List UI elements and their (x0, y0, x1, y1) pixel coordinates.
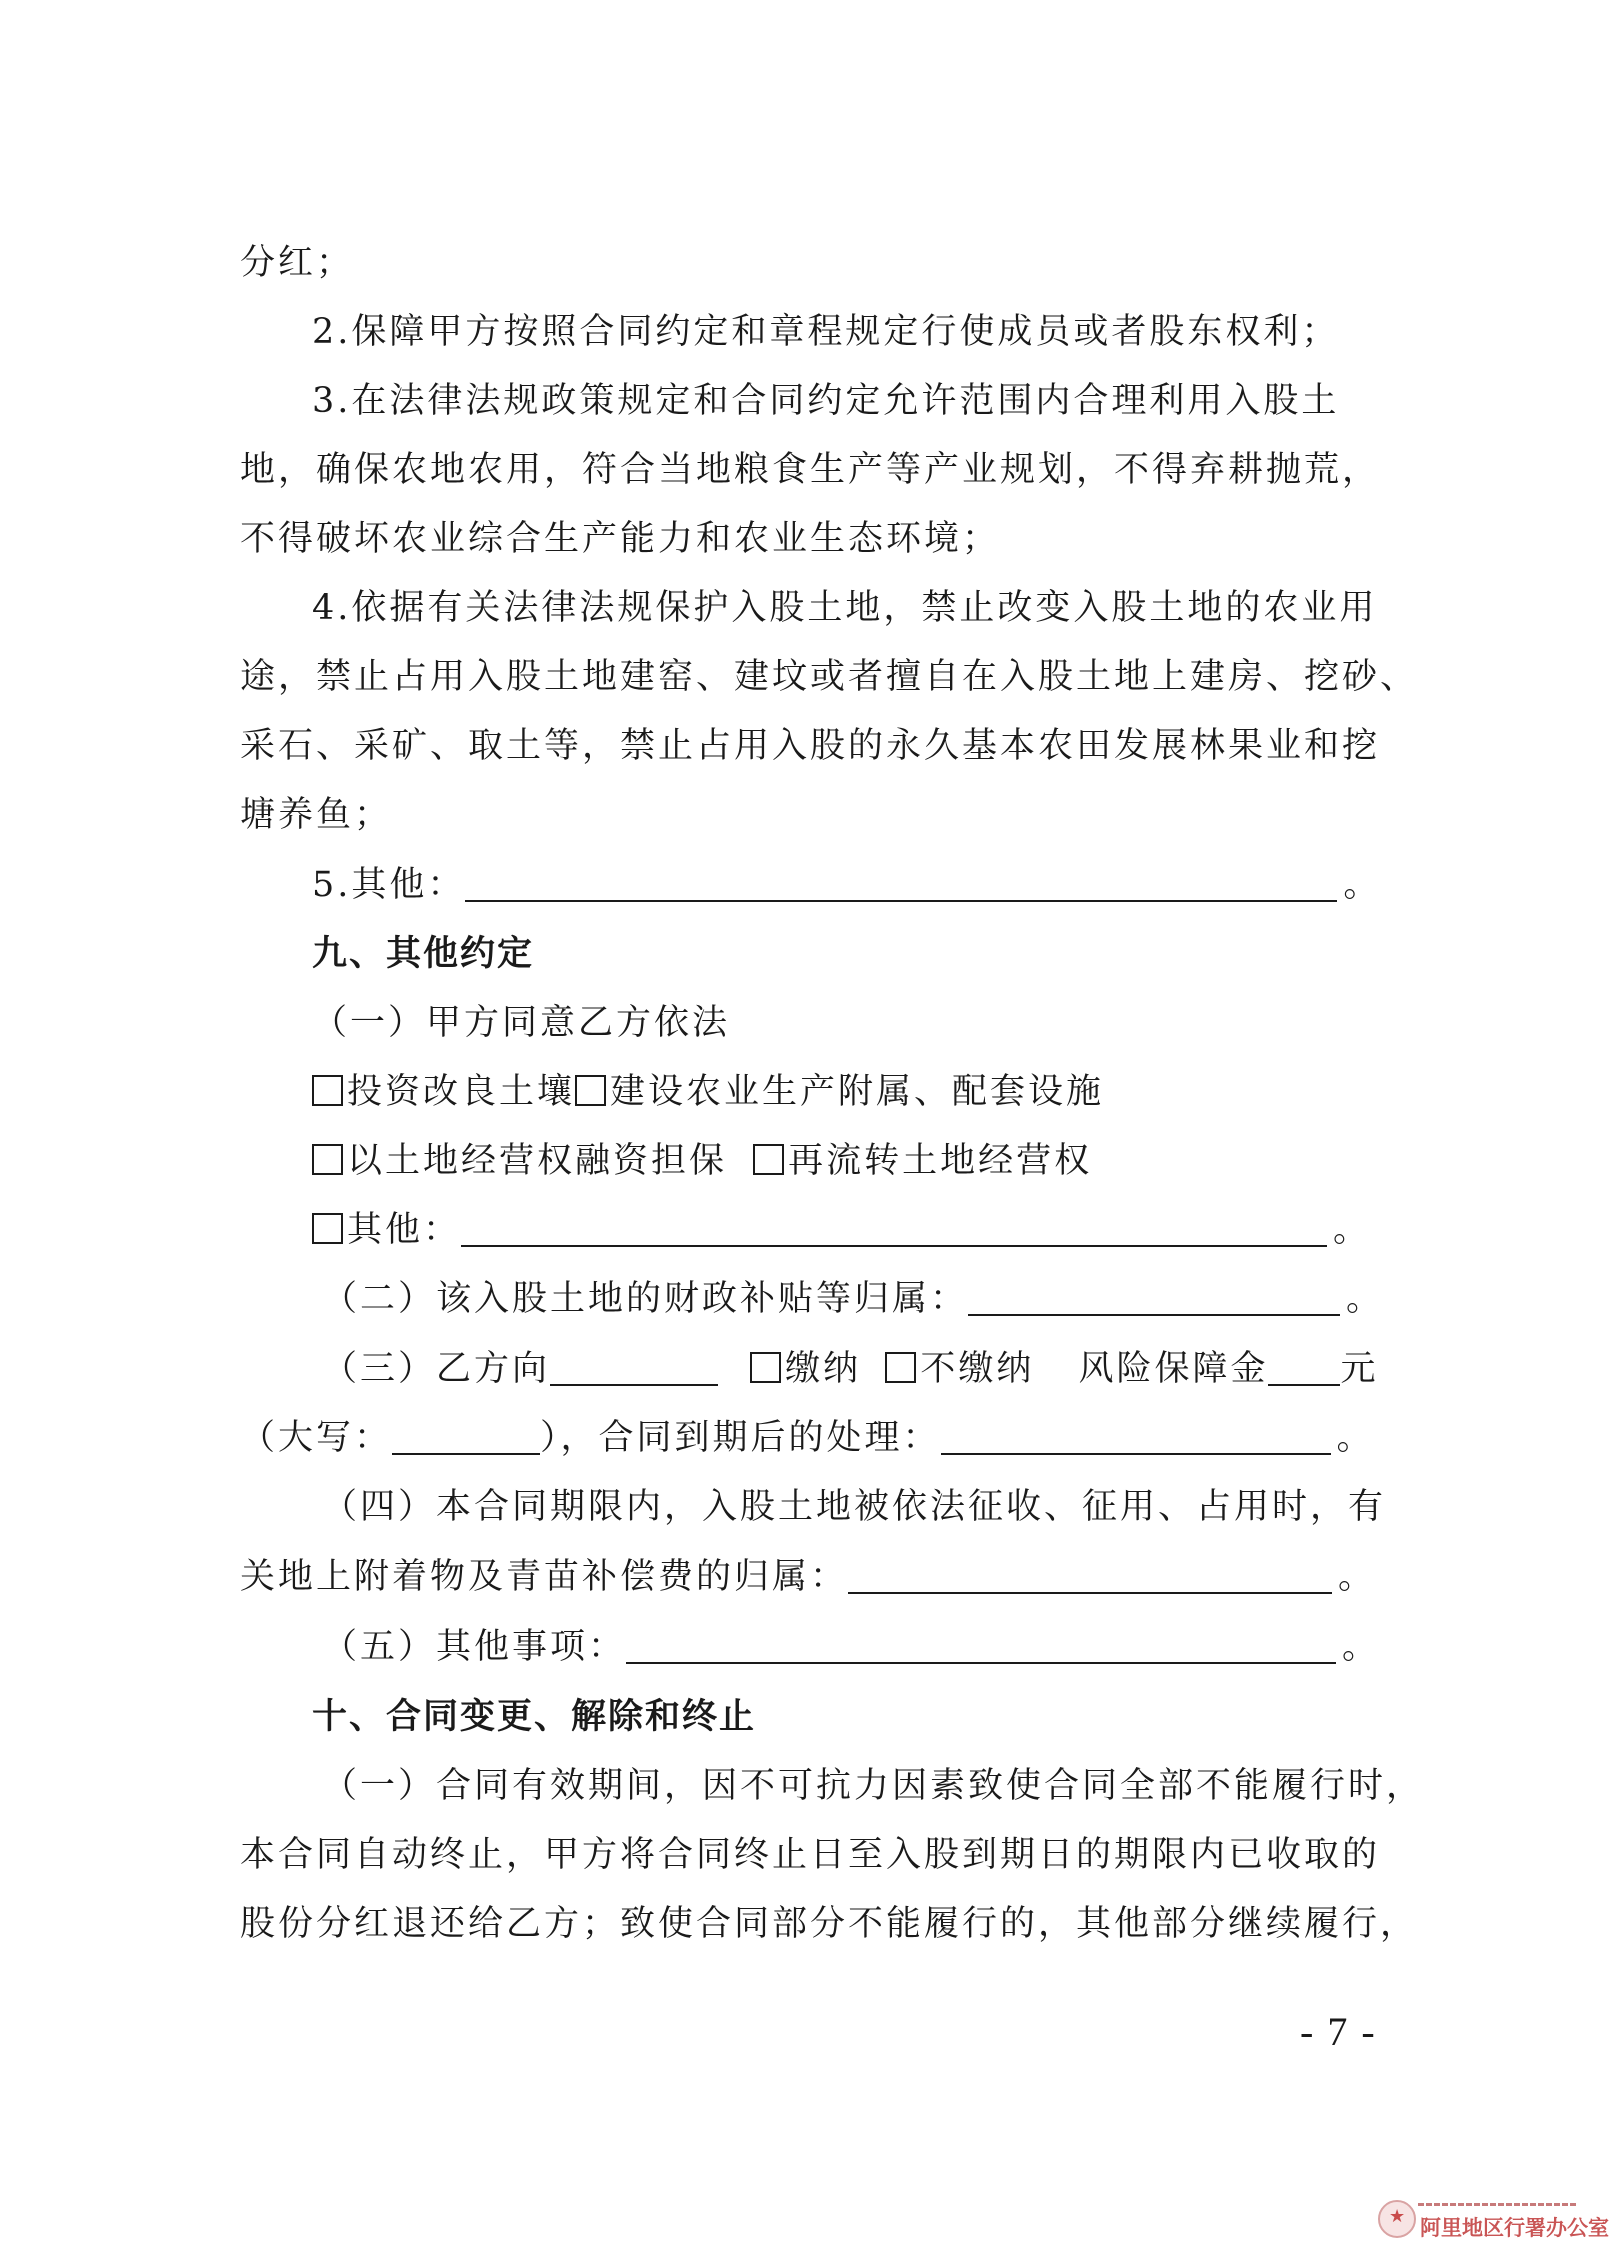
text-line: （一）甲方同意乙方依法 (312, 1003, 731, 1043)
subsidy-line: （二）该入股土地的财政补贴等归属： 。 (322, 1279, 1385, 1319)
other-matters-blank[interactable] (626, 1628, 1336, 1664)
checkbox-row: 其他： 。 (312, 1205, 1342, 1255)
text-line: 2.保障甲方按照合同约定和章程规定行使成员或者股东权利； (312, 312, 1340, 352)
text-line: 塘养鱼； (240, 795, 393, 835)
checkbox[interactable] (575, 1075, 606, 1106)
other-blank[interactable] (461, 1211, 1327, 1247)
checkbox[interactable] (312, 1213, 343, 1244)
compensation-blank[interactable] (848, 1558, 1332, 1594)
text-line: 地，确保农地农用，符合当地粮食生产等产业规划，不得弃耕抛荒， (240, 450, 1381, 490)
expiry-handling-blank[interactable] (941, 1419, 1331, 1455)
checkbox[interactable] (312, 1144, 343, 1175)
national-emblem-icon: ★ (1378, 2200, 1416, 2238)
checkbox-row: 以土地经营权融资担保 再流转土地经营权 (312, 1136, 1342, 1186)
text-line: 分红； (240, 243, 355, 283)
compensation-line: 关地上附着物及青苗补偿费的归属： 。 (240, 1557, 1377, 1597)
text-line: 途，禁止占用入股土地建窑、建坟或者擅自在入股土地上建房、挖砂、 (240, 657, 1419, 697)
text-line: （四）本合同期限内，入股土地被依法征收、征用、占用时，有 (322, 1487, 1387, 1527)
checkbox[interactable] (750, 1352, 781, 1383)
office-name: 阿里地区行署办公室 (1420, 2216, 1609, 2240)
text-line: （一）合同有效期间，因不可抗力因素致使合同全部不能履行时， (322, 1766, 1425, 1806)
page-number: - 7 - (1300, 2009, 1377, 2054)
risk-fund-line: （三）乙方向 缴纳 不缴纳 风险保障金 元 (322, 1349, 1379, 1389)
amount-blank[interactable] (1268, 1350, 1340, 1386)
amount-words-blank[interactable] (392, 1419, 540, 1455)
checkbox[interactable] (312, 1075, 343, 1106)
text-line: 股份分红退还给乙方；致使合同部分不能履行的，其他部分继续履行， (240, 1904, 1419, 1944)
section-heading-9: 九、其他约定 (312, 934, 535, 974)
text-line: 不得破坏农业综合生产能力和农业生态环境； (240, 519, 1001, 559)
footer-watermark (1378, 2190, 1609, 2245)
checkbox[interactable] (885, 1352, 916, 1383)
text-line: 3.在法律法规政策规定和合同约定允许范围内合理利用入股土 (312, 381, 1340, 421)
subsidy-blank[interactable] (968, 1280, 1340, 1316)
section-heading-10: 十、合同变更、解除和终止 (312, 1697, 757, 1737)
text-line: 本合同自动终止，甲方将合同终止日至入股到期日的期限内已收取的 (240, 1835, 1381, 1875)
other-blank[interactable] (465, 866, 1337, 902)
text-line: 4.依据有关法律法规保护入股土地，禁止改变入股土地的农业用 (312, 588, 1378, 628)
amount-words-line: （大写： ），合同到期后的处理： 。 (240, 1418, 1375, 1458)
payee-blank[interactable] (550, 1350, 718, 1386)
other-item-line: 5.其他： 。 (312, 865, 1382, 905)
text-line: 采石、采矿、取土等，禁止占用入股的永久基本农田发展林果业和挖 (240, 726, 1381, 766)
checkbox-row: 投资改良土壤 建设农业生产附属、配套设施 (312, 1067, 1342, 1117)
other-matters-line: （五）其他事项： 。 (322, 1627, 1381, 1667)
checkbox[interactable] (753, 1144, 784, 1175)
tibetan-script-decoration (1418, 2194, 1586, 2208)
